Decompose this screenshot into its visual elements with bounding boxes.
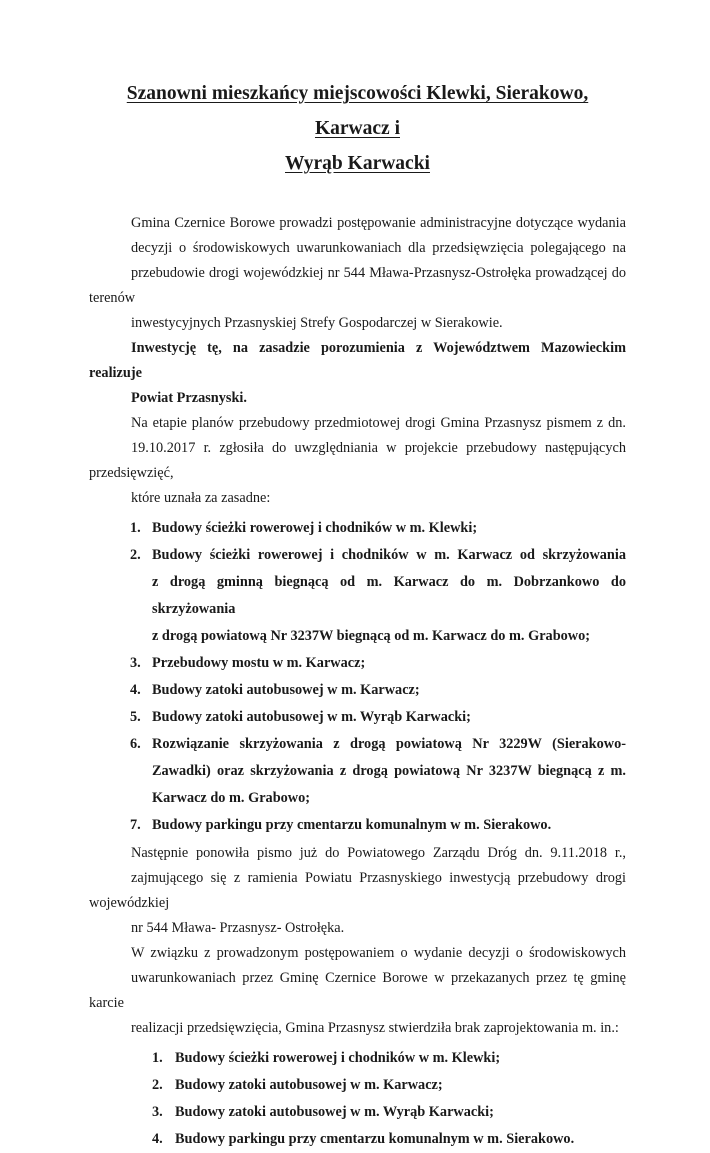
list-item (89, 515, 626, 542)
list-text: Budowy zatoki autobusowej w m. Karwacz; (175, 1077, 443, 1093)
list-text: z drogą powiatową Nr 3237W biegnącą od m. Karwacz do m. Grabowo; (152, 628, 591, 644)
text-line: 19.10.2017 r. zgłosiła do uwzględniania w projekcie przebudowy następujących przedsięwzięć, (89, 440, 626, 481)
list-item (89, 1045, 626, 1072)
list-number: 3. (130, 655, 141, 671)
list-text: Budowy parkingu przy cmentarzu komunalnym w m. Sierakowo. (175, 1131, 575, 1147)
document-body (89, 211, 626, 1153)
list-item (89, 542, 626, 650)
paragraph-investor (89, 336, 626, 411)
list-item (89, 1099, 626, 1126)
text-line: które uznała za zasadne: (131, 490, 271, 506)
list-text: Przebudowy mostu w m. Karwacz; (152, 655, 366, 671)
requested-projects-list (89, 515, 626, 839)
list-text: Budowy zatoki autobusowej w m. Wyrąb Karwacki; (152, 709, 471, 725)
title-line-1: Szanowni mieszkańcy miejscowości Klewki, Sierakowo, Karwacz i (126, 83, 589, 139)
list-item (89, 1072, 626, 1099)
list-number: 4. (130, 682, 141, 698)
text-line: realizacji przedsięwzięcia, Gmina Przasnysz stwierdziła brak zaprojektowania m. in.: (131, 1020, 619, 1036)
missing-projects-list (89, 1045, 626, 1153)
list-text: Budowy ścieżki rowerowej i chodników w m. Klewki; (152, 520, 478, 536)
text-line: Następnie ponowiła pismo już do Powiatowego Zarządu Dróg dn. 9.11.2018 r., (131, 845, 626, 861)
list-number: 5. (130, 709, 141, 725)
list-text: Budowy ścieżki rowerowej i chodników w m. Klewki; (175, 1050, 501, 1066)
list-item (89, 812, 626, 839)
text-line: Na etapie planów przebudowy przedmiotowej drogi Gmina Przasnysz pismem z dn. (131, 415, 626, 431)
list-text: Budowy zatoki autobusowej w m. Wyrąb Karwacki; (175, 1104, 494, 1120)
list-number: 1. (152, 1050, 163, 1066)
list-item (89, 731, 626, 812)
list-number: 6. (130, 736, 141, 752)
list-text: Budowy zatoki autobusowej w m. Karwacz; (152, 682, 420, 698)
text-line: decyzji o środowiskowych uwarunkowaniach dla przedsięwzięcia polegającego na (131, 240, 626, 256)
text-line: przebudowie drogi wojewódzkiej nr 544 Mława-Przasnysz-Ostrołęka prowadzącej do terenów (89, 265, 626, 306)
text-line: Inwestycję tę, na zasadzie porozumienia z Województwem Mazowieckim realizuje (89, 340, 626, 381)
text-line: Gmina Czernice Borowe prowadzi postępowanie administracyjne dotyczące wydania (131, 215, 626, 231)
list-item (89, 677, 626, 704)
paragraph-findings (89, 941, 626, 1041)
list-item (89, 1126, 626, 1153)
text-line: nr 544 Mława- Przasnysz- Ostrołęka. (131, 920, 345, 936)
text-line: inwestycyjnych Przasnyskiej Strefy Gospodarczej w Sierakowie. (131, 315, 503, 331)
list-number: 4. (152, 1131, 163, 1147)
text-line: W związku z prowadzonym postępowaniem o wydanie decyzji o środowiskowych (131, 945, 626, 961)
document-title (89, 76, 626, 181)
list-text: z drogą gminną biegnącą od m. Karwacz do m. Dobrzankowo do skrzyżowania (152, 574, 626, 617)
list-number: 7. (130, 817, 141, 833)
list-number: 1. (130, 520, 141, 536)
list-text: Budowy parkingu przy cmentarzu komunalnym w m. Sierakowo. (152, 817, 552, 833)
list-text: Karwacz do m. Grabowo; (152, 790, 311, 806)
paragraph-planning (89, 411, 626, 511)
list-number: 3. (152, 1104, 163, 1120)
list-number: 2. (130, 547, 141, 563)
paragraph-intro (89, 211, 626, 336)
list-number: 2. (152, 1077, 163, 1093)
text-line: uwarunkowaniach przez Gminę Czernice Borowe w przekazanych przez tę gminę karcie (89, 970, 626, 1011)
list-text: Budowy ścieżki rowerowej i chodników w m. Karwacz od skrzyżowania (152, 547, 626, 563)
list-text: Zawadki) oraz skrzyżowania z drogą powiatową Nr 3237W biegnącą z m. (152, 763, 626, 779)
text-line: Powiat Przasnyski. (131, 390, 247, 406)
list-item (89, 650, 626, 677)
paragraph-renewed-letter (89, 841, 626, 941)
title-line-2: Wyrąb Karwacki (285, 153, 430, 174)
text-line: zajmującego się z ramienia Powiatu Przasnyskiego inwestycją przebudowy drogi wojewódzkiej (89, 870, 626, 911)
list-text: Rozwiązanie skrzyżowania z drogą powiatową Nr 3229W (Sierakowo- (152, 736, 626, 752)
list-item (89, 704, 626, 731)
